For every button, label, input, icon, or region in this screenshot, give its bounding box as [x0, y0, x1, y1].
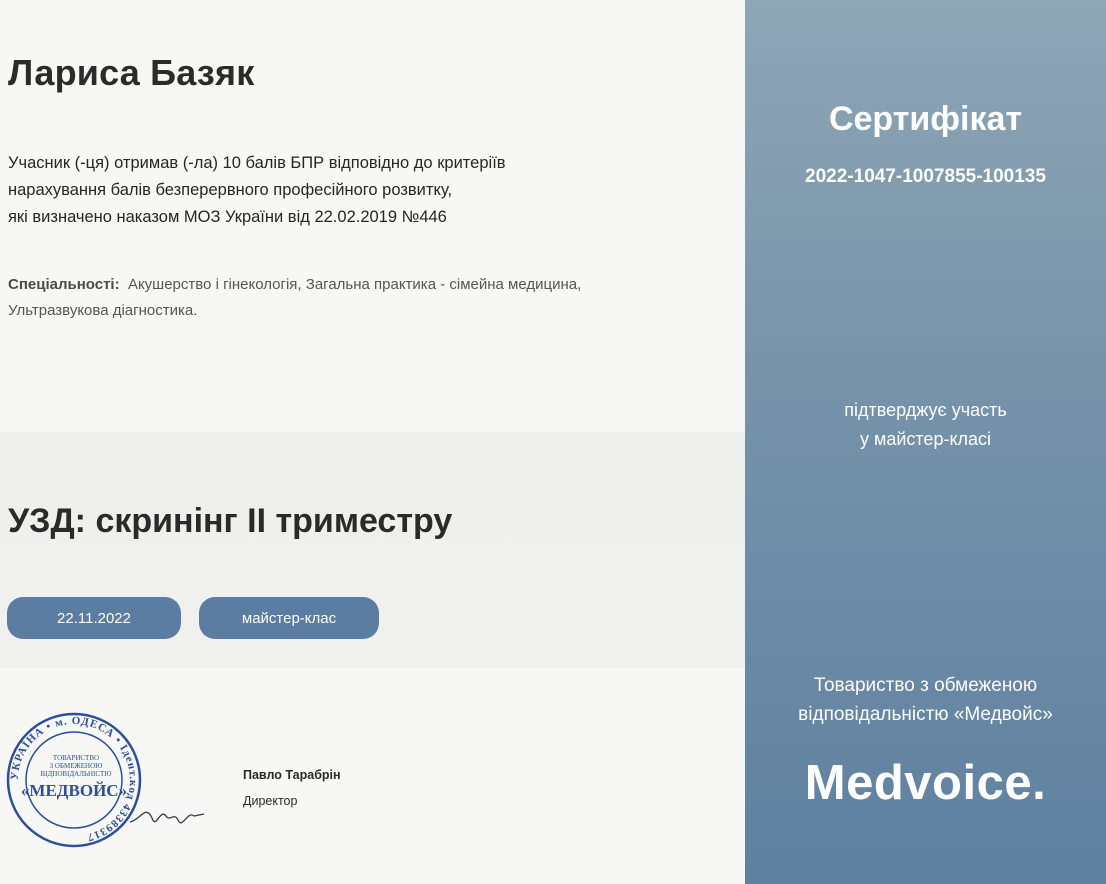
confirmation-line: у майстер-класі — [859, 429, 992, 449]
director-signature — [128, 790, 208, 840]
description-line: Учасник (-ця) отримав (-ла) 10 балів БПР відповідно до критеріїв — [8, 154, 506, 172]
stamp-center-text: «МЕДВОЙС» — [20, 781, 128, 800]
issuer-company — [745, 671, 1106, 729]
signer-position: Директор — [243, 794, 298, 808]
stamp-outer-text: УКРАЇНА • м. ОДЕСА • Ідент.код 43389317 — [8, 714, 140, 844]
participation-confirmation — [745, 396, 1106, 454]
stamp-line: ТОВАРИСТВО — [52, 754, 100, 762]
svg-text:УКРАЇНА • м. ОДЕСА • Ідент.код — [9, 715, 139, 844]
company-line: відповідальністю «Медвойс» — [798, 704, 1053, 725]
confirmation-line: підтверджує участь — [844, 400, 1007, 420]
participant-name: Лариса Базяк — [8, 52, 255, 93]
description-line: нарахування балів безперервного професійного розвитку, — [8, 181, 453, 199]
stamp-line: ВІДПОВІДАЛЬНІСТЮ — [40, 770, 112, 778]
specialties — [8, 272, 648, 324]
credit-description — [8, 150, 628, 231]
stamp-line: З ОБМЕЖЕНОЮ — [49, 762, 103, 770]
event-format-badge: майстер-клас — [199, 597, 379, 639]
description-line: які визначено наказом МОЗ України від 22.02.2019 №446 — [8, 208, 447, 226]
specialties-value: Акушерство і гінекологія, Загальна практика - сімейна медицина, Ультразвукова діагностика. — [8, 276, 582, 319]
company-stamp — [6, 712, 142, 848]
certificate-side-panel — [745, 0, 1106, 884]
signer-name: Павло Тарабрін — [243, 768, 341, 782]
certificate-title: Сертифікат — [828, 100, 1023, 138]
company-line: Товариство з обмеженою — [813, 675, 1038, 696]
medvoice-logo: Medvoice. — [804, 756, 1047, 810]
certificate-number: 2022-1047-1007855-100135 — [805, 166, 1046, 187]
event-title: УЗД: скринінг ІІ триместру — [8, 502, 453, 540]
event-date-badge: 22.11.2022 — [7, 597, 181, 639]
specialties-label: Спеціальності: — [8, 276, 120, 293]
